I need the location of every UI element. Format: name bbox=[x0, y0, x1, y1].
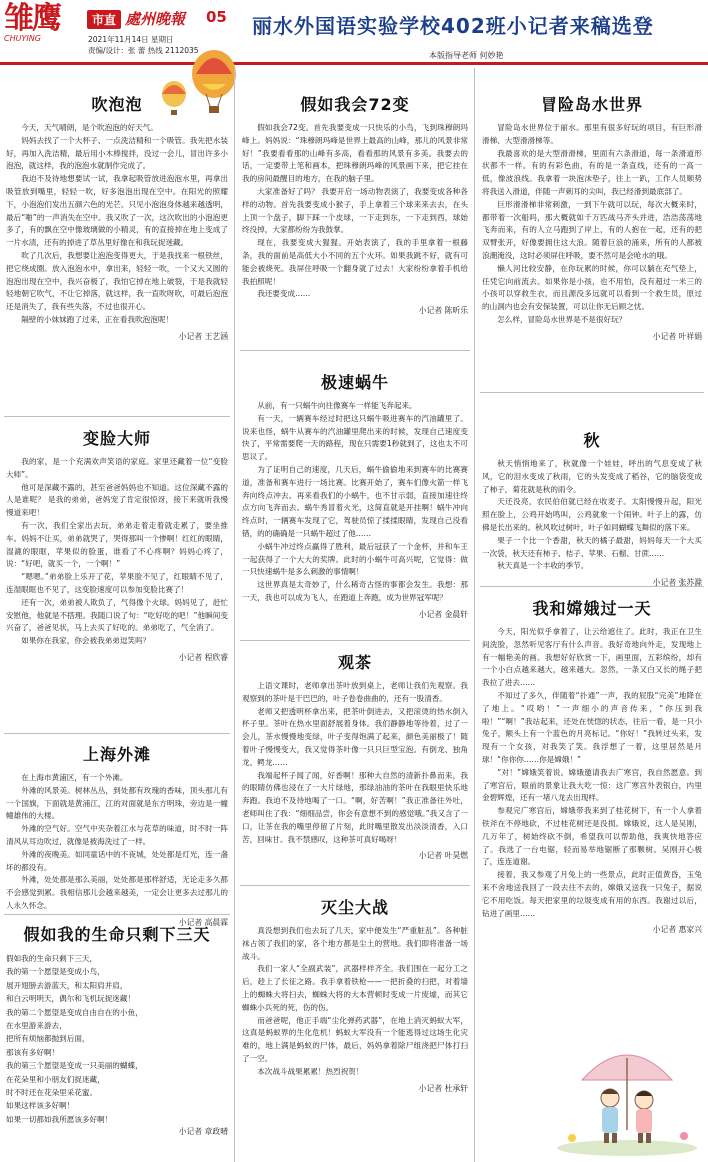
section-divider bbox=[4, 416, 230, 417]
editor-line: 责编/设计：张 蕾 热线 2112035 bbox=[88, 46, 199, 55]
article-autumn bbox=[482, 430, 702, 588]
section-divider bbox=[240, 640, 470, 641]
section-divider bbox=[480, 392, 704, 393]
column-divider bbox=[234, 68, 235, 1162]
article-face-changer bbox=[6, 428, 228, 730]
article-byline: 小记者 王艺涵 bbox=[178, 331, 228, 341]
column-divider bbox=[474, 68, 475, 1162]
section-divider bbox=[4, 914, 230, 915]
article-body: 冒险岛水世界位于丽水。那里有很多好玩的项目，有巨形滑滑梯、大型滑滑梯等。 我最喜欢的是大型滑滑梯，里面有六条滑道，每一条滑道形状都不一样。有的有彩色曲，有的是一条直线，还有的一高一低，像波浪线。我拿着一块泡沫垫子，往上一趴，工作人员顺势将我送入滑道，伴随一声刺耳的尖叫，我已经滑到最底部了。 巨形滑滑梯非常刺激，一到下午就可以玩，每次大概来时，都带着一次船吗，那大概就如千万匹战马齐头并进，浩浩荡荡地飞奔而来，有的人立马跑到了岸上，有的人抱在一起，还有的把双臂张开，好像要拥住这大浪。随着巨浪的涌来，所有的人都被浪潮淹没，这时必须屏住呼吸，要不然可是会呛水的哦。 懒人河比较安静，在你玩累的时候，你可以躺在充气垫上，任凭它向前流去。如果你是小孩，也不用怕，没有超过一米三的小孩可以穿救生衣，而且源没多远就可以看到一个救生员，原过的山洞内也会有安保装置，可以让你无后顾之忧。 怎么样，冒险岛水世界是不是很好玩？ bbox=[482, 123, 702, 324]
article-body: 从前，有一只蜗牛向往像赛车一样能飞奔起来。 有一天，一辆赛车经过时把这只蜗牛吸进赛车的汽油罐里了。说来也怪，蜗牛从赛车的汽油罐里爬出来的时候，发现自己速度变快了，平常需要爬一天的路程，现在只需要1秒就到了，这也太不可思议了。 为了证明自己的速度，几天后，蜗牛偷偷地来到赛车的比赛赛道，准备和赛车进行一场比赛。比赛开始了，赛车们像火箭一样飞奔向终点冲去。再来看我们的小蜗牛，也不甘示弱，直接加速往终点方向飞奔而去。蜗牛秀冒着火光，这简直就是开挂啊！蜗牛冲向终点时，一辆赛车发现了它，驾驶员惊了揉揉眼睛，发现自己没看错，的的确确是一只蜗牛超过了他…… 小蜗牛冲过终点赢得了胜利，最后冠获了一个金杯，并和车王一起获得了一个大大的奖牌。此时的小蜗牛可高兴呢，它觉得：做一只快速蜗牛是多么刺激的事情啊！ 这世界真是太奇妙了，什么稀奇古怪的事都会发生。我想：那一天，我也可以成为飞人，在跑道上奔跑，成为世界冠军呢？ bbox=[242, 401, 468, 602]
article-title: 变脸大师 bbox=[82, 429, 151, 448]
article-title: 吹泡泡 bbox=[91, 95, 143, 114]
section-divider bbox=[4, 733, 230, 734]
article-title: 观茶 bbox=[337, 653, 372, 672]
article-dust-war bbox=[242, 897, 468, 1160]
article-water-world bbox=[482, 94, 702, 390]
article-title: 假如我的生命只剩下三天 bbox=[23, 925, 211, 944]
article-title: 冒险岛水世界 bbox=[540, 95, 643, 114]
article-72-changes bbox=[242, 94, 468, 348]
page-headline: 丽水外国语实验学校402班小记者来稿选登 bbox=[252, 14, 654, 38]
poem-body: 假如我的生命只剩下三天， 我的第一个愿望是变成小鸟， 展开翅膀去游蓝天，和太阳肩并肩， 和白云明明天，偶尔和飞机玩捉迷藏！ 我的第二个愿望是变成自由自在的小鱼， 在水里游来游去， 把所有烦恼都抛到后面， 那该有多好啊！ 我的第三个愿望是变成一只美丽的蝴蝶， 在花朵里和小朋友们捉迷藏， 时不时还在花朵里采花蜜。 如果这样该多好啊！ 如果一切都如我所愿该多好啊！ bbox=[6, 954, 143, 1124]
article-title: 秋 bbox=[583, 431, 601, 450]
article-body: 假如我会72变。首先我要变成一只快乐的小鸟，飞到珠穆朗玛峰上。妈妈说：“珠穆朗玛峰是世界上最高的山峰，那儿的风景非常好！”我要看看那的山峰有多高，看看那的风景有多美。我要去的话，一定要带上笔和画本，把珠穆朗玛峰的风景画下来，把它挂在我的房间最醒目的地方，在我的脑子里。 大家准备好了吗？ 我要开启一场动物表演了，我要变成各种各样的动物。首先我要变成小猴子，手上拿着三个球来来去去，在头上顶一个盘子，脚下踩一个皮球，一下走到东，一下走到西，球始终没掉，大家都纷纷为我鼓掌。 现在，我要变成大猩猩。开始表演了，我的手里拿着一根藤条，我的面前是高低大小不同的五个火环。如果我跳不好，就有可能会被烧死。我屏住呼吸一个翻身就了过去！大家纷纷拿着手机给我拍照呢！ 我还要变成…… bbox=[242, 123, 468, 299]
article-speed-snail bbox=[242, 372, 468, 638]
article-byline: 小记者 张苏滁 bbox=[652, 578, 702, 588]
paper-name: 處州晚報 bbox=[125, 10, 186, 28]
article-byline: 小记者 叶祥娟 bbox=[652, 331, 702, 341]
issue-date: 2021年11月14日 星期日 bbox=[88, 35, 174, 44]
section-divider bbox=[240, 885, 470, 886]
article-byline: 小记者 杜承轩 bbox=[418, 1083, 468, 1093]
article-bubbles bbox=[6, 94, 228, 414]
newspaper-logo bbox=[4, 2, 76, 54]
article-tea bbox=[242, 652, 468, 883]
section-badge: 市直 bbox=[87, 10, 121, 29]
page-number: 05 bbox=[206, 8, 227, 26]
article-body: 我的家，是一个充满欢声笑语的家庭。家里还藏着一位“变脸大师”。 他可是深藏不露的，甚至爸爸妈妈也不知道。这位深藏不露的人是谁呢？ 是我的弟弟，爸妈宠了肯定很惊讶，接下来就听我慢慢道来吧！ 有一次，我们全家出去玩，弟弟走着走着就走累了，要坐推车。妈妈不让买，弟弟就哭了，哭得那叫一个惨啊！红红的眼睛，湿漉的眼眶，苹果似的脸蛋，谁看了不心疼啊？妈妈心疼了，说：“好吧，就买一个，一个啊！” “嗯嗯。”弟弟脸上乐开了花，苹果脸不见了，红眼睛不见了，连湿眼眶也不见了，这变脸速度可以参加变脸比赛了！ 还有一次，弟弟被人欺负了，气得像个火球。妈妈见了，赶忙安慰他，他就是不搭理。我随口说了句：“吃好吃的吧！”他瞬间变兴奋了，爸爸见状，马上去买了好吃的。弟弟吃了，气全消了。 如果你在我家，你会被我弟弟逗笑吗？ bbox=[6, 457, 228, 646]
article-byline: 小记者 程欣睿 bbox=[178, 652, 228, 662]
article-shanghai-bund bbox=[6, 744, 228, 927]
article-title: 极速蜗牛 bbox=[320, 373, 389, 392]
article-byline: 小记者 叶昊燃 bbox=[418, 851, 468, 861]
article-three-days bbox=[6, 924, 228, 1160]
header-rule bbox=[0, 62, 708, 65]
article-byline: 小记者 金晨轩 bbox=[418, 609, 468, 619]
logo-subtext: CHUYING bbox=[4, 34, 41, 43]
section-divider bbox=[240, 350, 470, 351]
article-body: 在上海市黄浦区，有一个外滩。 外滩的风景美。树林丛丛，到处都有玫瑰的香味，顶头那儿有一个国旗，下面就是黄浦江，江的对面就是东方明珠，旁边是一幢幢雄伟的大楼。 外滩的空气好。空气中夹杂着江水与花草的味道，时不时一阵清风从耳边吹过，就像是被海洗过了一样。 外滩的夜晚美。如同童话中的不夜城，处处都是灯光，连一盏坏的都没有。 外滩，处处都是那么美丽，处处都是那样舒适，无论走多久都不会感觉到累。我相信那儿会越来越美，一定会让更多去过那儿的人永久怀念。 bbox=[6, 773, 228, 910]
article-title: 假如我会72变 bbox=[300, 95, 410, 114]
article-title: 灭尘大战 bbox=[320, 898, 389, 917]
article-title: 我和嫦娥过一天 bbox=[532, 599, 652, 618]
children-illustration-icon bbox=[552, 1030, 702, 1158]
article-body: 秋天悄悄地来了，秋就像一个娃娃，呼出的气息变成了秋风，它的泪水变成了秋雨，它的头发变成了稻谷，它的脑袋变成了柿子，菊花就是秋的雨令。 天还没亮，农民伯伯就已经在收麦子。太阳慢慢升起，阳光照在脸上，公鸡开始鸣叫，公鸡就象一个闹钟。叶子上的露，仿佛是长出来的。秋风吹过树叶，叶子如同蝴蝶飞舞似的落下来。 果子一个比一个香甜，秋天的橘子最甜，妈妈每天一个大买一次袋，秋天还有柿子、桔子、苹果、石榴、甘蔗…… 秋天真是一个丰收的季节。 bbox=[482, 459, 702, 571]
article-byline: 小记者 陈昕乐 bbox=[418, 306, 468, 316]
article-body: 今天，天气晴朗，是个吹泡泡的好天气。 妈妈去找了一个大杯子、一点洗洁精和一个吸管。我先把水装好，再加入洗洁精，最后用小木棒搅拌，没过一会儿，冒出许多小泡泡，就这样，我的泡泡水就制作完成了。 我迫不及待地想要试一试，我拿起吸管放进泡泡水里，再拿出吸管放到嘴里，轻轻一吹，好多泡泡出现在空中。在阳光的照耀下，小泡泡们发出五颜六色的光芒。只见小泡泡身体越来越透明，最后“啪”的一声消失在空中。我又吹了一次，这次吹出的小泡泡更多了，有的飘在空中像玻璃做的小精灵，有的直接掉在地上变成了一片水渍，还有的掉进了草丛里好像在和我玩捉迷藏。 吹了几次后，我想要让泡泡变得更大，于是我找来一根铁丝，把它绕成圈。放入泡泡水中，拿出来，轻轻一吹，一个又大又圆的泡泡出现在空中，我兴奋极了，我怕它掉在地上破裂，于是我就轻轻地朝它吹气，不让它掉落，就这样，我一直吹呀吹，可最后泡泡还是消失了，我有些失落，不过也很开心。 隔壁的小妹妹跑了过来，正在看我吹泡泡呢！ bbox=[6, 123, 228, 324]
article-body: 真没想到我们也去玩了几天，家中便发生“严重脏乱”。各种脏袜占领了我们的家，各个地方都是尘土的营地。我们即将准备一场战斗。 我们一家人“全副武装”，武器样样齐全。我们围在一起分工之后，趁上了长征之路。我手拿着铁枪——一把折叠的扫把，对着墙上的蜘蛛大将扫去，蜘蛛大将的大本营顿时变成一片废墟，而其它蜘蛛小兵死的死，伤的伤。 而爸爸呢，他正手端“尘化弹药武器”，在地上消灭蚂蚁大军，这真是蚂蚁界的生化危机！蚂蚁大军没有一个能逃得过这场生化灾难的，地上满是蚂蚁的尸体，最后，妈妈拿着除尸组浇把尸体打扫了一空。 本次战斗战果累累！热烈祝贺！ bbox=[242, 926, 468, 1076]
article-byline: 小记者 章政晴 bbox=[178, 1127, 228, 1137]
article-body: 今天，阳光似乎拿着了，让云给遮住了。此时，我正在卫生间洗脸，忽然听见客厅有什么声音。我好奇地向外走，发现地上有一幅艳美的画。我想好好欣赏一下，画里面，五彩缤纷，却有一个小白点越来越大，越来越大。忽然，一条又白又长的绳子把我拉了进去…… 不知过了多久，伴随着“扑通”一声，我的屁股“完美”地降在了地上。“哎哟！”一声细小的声音传来，“你压到我啦！”“啊！”我站起来，还处在恍惚的状态，往后一看，是一只小兔子，额头上有一个蓝色的月亮标记。“你好！”我转过头来，发现有一个女孩，对我笑了笑。我浮想了一着，这里居然是月球！“你你你……你是嫦娥！” “对！”嫦娥笑着说。嫦娥邀请我去广寒宫，我自然愿意。到了寒宫后，眼前的景象让我大吃一惊：这广寒宫外表银白，内里金碧辉煌，还有一堵八龙去出现样。 参观完广寒宫后，嫦娥带我来到了桂花树下，有一个人拿着铁斧在不停地砍，不过桂花树还是没损。嫦娥说，这人是吴刚，几万年了，树始终砍不倒，希望我可以帮助他，我爽快地答应了。我选了一台电锯，轻而易举地锯断了那颗树。吴刚开心极了，连连道谢。 接着，我又参观了月兔上的一些景点，此时正值黄昏，玉兔来不舍地送我回了一段去往不去的，嫦娥又送我一只兔子，据说它不用吃饭。每天把家里的垃圾变成有用的东西。我谢过以后，钻进了画里…… bbox=[482, 627, 702, 918]
article-body: 上语文课时，老师拿出茶叶放到桌上，老师让我们先观察。我观察到的茶叶是干巴巴的，叶子卷卷曲曲的，还有一股清香。 老师又把透明杯拿出来，把茶叶倒进去，又把滚烫的热水倒入杯子里。茶叶在热水里面舒展着身体。我们静静地等待着，过了一会儿，茶水慢慢地变绿，叶子变得饱满了起来，颜色美丽极了！随着叶子慢慢变大，我又觉得茶叶像一只只巨型宝泡。有倒龙、独角龙、鳄龙…… 我端起杯子闻了闻，好香啊！那种大自然的清新扑鼻而来，我的眼睛仿佛也浸在了一大片绿地，那绿油油的茶叶在我眼里快乐地奔跑。我迫不及待地喝了一口。“啊，好苦啊！”我正准备往外吐，老师叫住了我：“细细品尝，你会有意想不到的感觉哦。”我又含了一口，让茶在我的嘴里停留了片刻，此时嘴里散发出淡淡清香，入口苦，回味甘。我不禁感叹，这种茶可真好喝呀！ bbox=[242, 681, 468, 844]
article-byline: 小记者 惠家兴 bbox=[652, 925, 702, 935]
teacher-credit: 本版指导老师 何妙艳 bbox=[429, 51, 504, 60]
logo-text: 雏鹰 bbox=[4, 1, 60, 36]
article-title: 上海外滩 bbox=[82, 745, 151, 764]
article-change-e bbox=[482, 598, 702, 1026]
article-byline: 小记者 高晨霖 bbox=[178, 917, 228, 927]
